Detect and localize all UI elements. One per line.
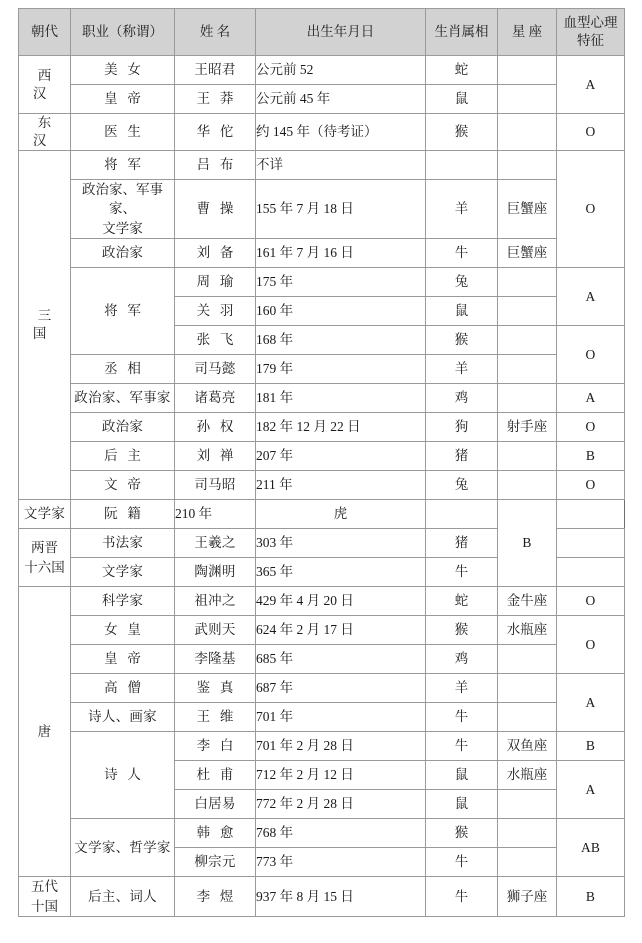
cell-name: 王羲之 — [175, 529, 256, 558]
cell-birthdate: 161 年 7 月 16 日 — [256, 239, 426, 268]
cell-name: 韩愈 — [175, 819, 256, 848]
table-row — [19, 239, 625, 268]
table-row — [19, 616, 625, 645]
cell-birthdate: 175 年 — [256, 268, 426, 297]
cell-name: 曹操 — [175, 179, 256, 239]
cell-birthdate: 624 年 2 月 17 日 — [256, 616, 426, 645]
table-header — [19, 9, 625, 56]
cell-birthdate: 181 年 — [256, 384, 426, 413]
cell-occupation: 文学家 — [71, 558, 175, 587]
table-row — [19, 645, 625, 674]
cell-constellation: 水瓶座 — [498, 761, 557, 790]
cell-constellation — [498, 471, 557, 500]
column-header-dynasty: 朝代 — [19, 9, 71, 56]
cell-constellation — [426, 500, 498, 529]
table-row — [19, 384, 625, 413]
cell-zodiac: 猴 — [426, 819, 498, 848]
cell-birthdate: 429 年 4 月 20 日 — [256, 587, 426, 616]
cell-name: 李煜 — [175, 877, 256, 917]
table-row — [19, 150, 625, 179]
cell-birthdate: 公元前 45 年 — [256, 85, 426, 114]
table-row — [19, 587, 625, 616]
cell-zodiac: 鸡 — [426, 645, 498, 674]
cell-constellation — [498, 645, 557, 674]
cell-constellation — [498, 56, 557, 85]
cell-birthdate: 937 年 8 月 15 日 — [256, 877, 426, 917]
cell-birthdate: 公元前 52 — [256, 56, 426, 85]
history-figures-table-container — [18, 8, 624, 917]
cell-zodiac: 猪 — [426, 442, 498, 471]
cell-constellation — [498, 819, 557, 848]
table-row — [19, 268, 625, 297]
cell-birthdate: 768 年 — [256, 819, 426, 848]
cell-zodiac: 牛 — [426, 877, 498, 917]
cell-zodiac: 猴 — [426, 326, 498, 355]
cell-constellation — [498, 268, 557, 297]
column-header-blood-type-line2: 特征 — [577, 33, 604, 48]
cell-occupation: 皇帝 — [71, 645, 175, 674]
cell-birthdate: 182 年 12 月 22 日 — [256, 413, 426, 442]
cell-constellation: 巨蟹座 — [498, 179, 557, 239]
cell-dynasty-line1: 两晋 — [31, 540, 58, 556]
cell-dynasty-line2: 十国 — [31, 898, 58, 914]
cell-constellation: 狮子座 — [498, 877, 557, 917]
cell-name: 关羽 — [175, 297, 256, 326]
table-row — [19, 732, 625, 761]
cell-constellation: 射手座 — [498, 413, 557, 442]
cell-dynasty: 东汉 — [19, 114, 71, 151]
table-row — [19, 85, 625, 114]
cell-birthdate: 701 年 2 月 28 日 — [256, 732, 426, 761]
table-row — [19, 500, 625, 529]
cell-occupation: 后主 — [71, 442, 175, 471]
cell-zodiac: 蛇 — [426, 56, 498, 85]
cell-zodiac: 牛 — [426, 703, 498, 732]
cell-dynasty: 唐 — [19, 587, 71, 877]
cell-birthdate: 773 年 — [256, 848, 426, 877]
cell-occupation: 书法家 — [71, 529, 175, 558]
cell-blood-type: B — [498, 500, 557, 587]
cell-blood-type: A — [557, 56, 625, 114]
cell-birthdate: 约 145 年（待考证） — [256, 114, 426, 151]
cell-blood-type: A — [557, 674, 625, 732]
cell-occupation: 科学家 — [71, 587, 175, 616]
cell-zodiac: 蛇 — [426, 587, 498, 616]
cell-constellation — [498, 150, 557, 179]
cell-occupation-line1: 政治家、军事家、 — [82, 181, 163, 217]
cell-occupation: 医生 — [71, 114, 175, 151]
cell-blood-type: B — [557, 877, 625, 917]
table-row — [19, 471, 625, 500]
cell-blood-type: A — [557, 384, 625, 413]
cell-occupation: 文学家 — [19, 500, 71, 529]
cell-constellation — [498, 326, 557, 355]
cell-name: 王昭君 — [175, 56, 256, 85]
column-header-birthdate: 出生年月日 — [256, 9, 426, 56]
cell-name: 王维 — [175, 703, 256, 732]
cell-blood-type: O — [557, 413, 625, 442]
cell-name: 李白 — [175, 732, 256, 761]
cell-zodiac: 羊 — [426, 355, 498, 384]
cell-birthdate: 772 年 2 月 28 日 — [256, 790, 426, 819]
cell-dynasty: 三国 — [19, 150, 71, 500]
cell-name: 吕布 — [175, 150, 256, 179]
cell-blood-type: A — [557, 268, 625, 326]
cell-constellation — [498, 790, 557, 819]
cell-occupation: 丞相 — [71, 355, 175, 384]
cell-constellation — [498, 703, 557, 732]
cell-zodiac: 羊 — [426, 179, 498, 239]
cell-name: 刘禅 — [175, 442, 256, 471]
cell-occupation: 政治家、军事家 — [71, 384, 175, 413]
table-row — [19, 877, 625, 917]
cell-name: 诸葛亮 — [175, 384, 256, 413]
cell-zodiac: 猴 — [426, 616, 498, 645]
column-header-blood-type-line1: 血型心理 — [563, 15, 618, 31]
cell-name: 孙权 — [175, 413, 256, 442]
cell-birthdate: 168 年 — [256, 326, 426, 355]
cell-name: 鉴真 — [175, 674, 256, 703]
cell-name: 李隆基 — [175, 645, 256, 674]
cell-birthdate: 685 年 — [256, 645, 426, 674]
cell-dynasty-line1: 五代 — [31, 879, 58, 895]
cell-occupation: 后主、词人 — [71, 877, 175, 917]
column-header-zodiac: 生肖属相 — [426, 9, 498, 56]
cell-blood-type: O — [557, 114, 625, 151]
cell-constellation — [498, 384, 557, 413]
cell-birthdate: 303 年 — [256, 529, 426, 558]
cell-blood-type: O — [557, 150, 625, 268]
cell-zodiac: 鼠 — [426, 790, 498, 819]
cell-constellation — [498, 355, 557, 384]
cell-birthdate: 365 年 — [256, 558, 426, 587]
cell-birthdate: 701 年 — [256, 703, 426, 732]
cell-name: 杜甫 — [175, 761, 256, 790]
cell-blood-type: O — [557, 326, 625, 384]
cell-name: 司马懿 — [175, 355, 256, 384]
cell-birthdate: 155 年 7 月 18 日 — [256, 179, 426, 239]
cell-occupation: 政治家 — [71, 413, 175, 442]
table-row — [19, 56, 625, 85]
cell-name: 华佗 — [175, 114, 256, 151]
cell-occupation: 文帝 — [71, 471, 175, 500]
cell-blood-type: O — [557, 471, 625, 500]
cell-constellation — [498, 297, 557, 326]
cell-constellation: 金牛座 — [498, 587, 557, 616]
cell-birthdate: 211 年 — [256, 471, 426, 500]
cell-dynasty-line2: 十六国 — [24, 559, 65, 575]
cell-name: 武则天 — [175, 616, 256, 645]
cell-occupation — [71, 179, 175, 239]
table-row — [19, 674, 625, 703]
table-row — [19, 179, 625, 239]
cell-blood-type: B — [557, 732, 625, 761]
cell-occupation: 女皇 — [71, 616, 175, 645]
cell-occupation-line2: 文学家 — [102, 220, 143, 236]
cell-name: 柳宗元 — [175, 848, 256, 877]
cell-birthdate: 160 年 — [256, 297, 426, 326]
cell-zodiac: 羊 — [426, 674, 498, 703]
cell-dynasty — [19, 529, 71, 587]
table-row — [19, 355, 625, 384]
cell-zodiac: 鼠 — [426, 85, 498, 114]
column-header-constellation: 星 座 — [498, 9, 557, 56]
table-row — [19, 703, 625, 732]
cell-name: 阮籍 — [71, 500, 175, 529]
cell-blood-type: O — [557, 587, 625, 616]
cell-constellation — [557, 529, 625, 558]
cell-birthdate: 712 年 2 月 12 日 — [256, 761, 426, 790]
cell-zodiac: 牛 — [426, 558, 498, 587]
column-header-blood-type — [557, 9, 625, 56]
table-body — [19, 56, 625, 917]
header-row — [19, 9, 625, 56]
cell-name: 白居易 — [175, 790, 256, 819]
cell-name: 祖冲之 — [175, 587, 256, 616]
cell-zodiac: 牛 — [426, 848, 498, 877]
cell-birthdate: 210 年 — [175, 500, 256, 529]
cell-birthdate: 不详 — [256, 150, 426, 179]
cell-name: 陶渊明 — [175, 558, 256, 587]
cell-blood-type: B — [557, 442, 625, 471]
cell-zodiac: 狗 — [426, 413, 498, 442]
cell-zodiac — [426, 150, 498, 179]
cell-zodiac: 猪 — [426, 529, 498, 558]
cell-zodiac: 牛 — [426, 239, 498, 268]
cell-occupation: 高僧 — [71, 674, 175, 703]
cell-birthdate: 179 年 — [256, 355, 426, 384]
cell-birthdate: 207 年 — [256, 442, 426, 471]
cell-blood-type: O — [557, 616, 625, 674]
cell-dynasty: 西汉 — [19, 56, 71, 114]
table-row — [19, 442, 625, 471]
cell-constellation — [498, 848, 557, 877]
cell-name: 司马昭 — [175, 471, 256, 500]
cell-constellation — [498, 442, 557, 471]
cell-birthdate: 687 年 — [256, 674, 426, 703]
cell-occupation: 诗人 — [71, 732, 175, 819]
cell-occupation: 政治家 — [71, 239, 175, 268]
cell-name: 周瑜 — [175, 268, 256, 297]
cell-dynasty — [19, 877, 71, 917]
cell-name: 张飞 — [175, 326, 256, 355]
cell-zodiac: 猴 — [426, 114, 498, 151]
cell-occupation: 美女 — [71, 56, 175, 85]
table-row — [19, 114, 625, 151]
cell-zodiac: 鸡 — [426, 384, 498, 413]
cell-occupation: 文学家、哲学家 — [71, 819, 175, 877]
cell-zodiac: 兔 — [426, 268, 498, 297]
cell-name: 王莽 — [175, 85, 256, 114]
cell-zodiac: 鼠 — [426, 297, 498, 326]
column-header-occupation: 职业（称谓） — [71, 9, 175, 56]
cell-constellation — [498, 85, 557, 114]
column-header-name: 姓 名 — [175, 9, 256, 56]
cell-zodiac: 虎 — [256, 500, 426, 529]
cell-blood-type: AB — [557, 819, 625, 877]
cell-constellation: 巨蟹座 — [498, 239, 557, 268]
cell-zodiac: 鼠 — [426, 761, 498, 790]
cell-constellation: 水瓶座 — [498, 616, 557, 645]
cell-occupation: 将军 — [71, 150, 175, 179]
table-row — [19, 819, 625, 848]
cell-zodiac: 兔 — [426, 471, 498, 500]
history-figures-table — [18, 8, 625, 917]
cell-occupation: 皇帝 — [71, 85, 175, 114]
cell-occupation: 将军 — [71, 268, 175, 355]
cell-constellation — [498, 674, 557, 703]
cell-constellation: 双鱼座 — [498, 732, 557, 761]
cell-blood-type: A — [557, 761, 625, 819]
cell-name: 刘备 — [175, 239, 256, 268]
cell-constellation — [557, 558, 625, 587]
cell-zodiac: 牛 — [426, 732, 498, 761]
cell-constellation — [498, 114, 557, 151]
cell-occupation: 诗人、画家 — [71, 703, 175, 732]
table-row — [19, 413, 625, 442]
